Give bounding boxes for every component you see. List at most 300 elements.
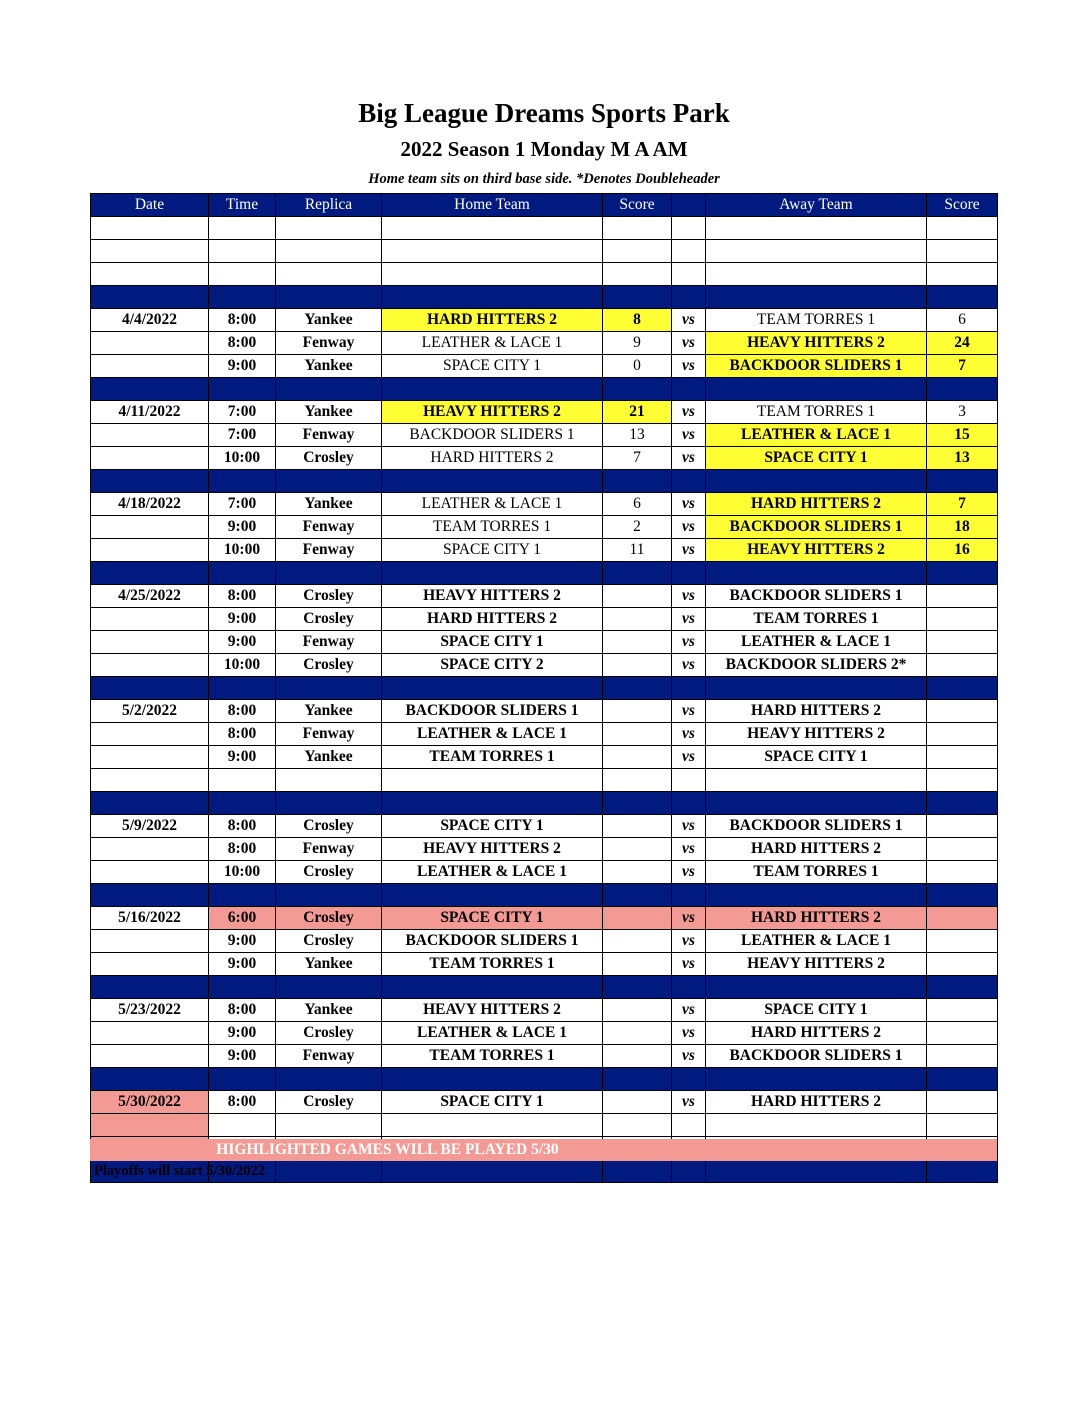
- cell-away-score: 7: [927, 355, 998, 378]
- cell-replica: Yankee: [276, 401, 382, 424]
- cell-away-score: [927, 861, 998, 884]
- cell-time: 9:00: [209, 355, 276, 378]
- highlight-banner-text: HIGHLIGHTED GAMES WILL BE PLAYED 5/30: [216, 1141, 559, 1158]
- cell-time: 9:00: [209, 516, 276, 539]
- separator-cell: [209, 792, 276, 815]
- separator-cell: [927, 976, 998, 999]
- page-title: Big League Dreams Sports Park: [358, 98, 730, 128]
- game-row: [91, 746, 998, 769]
- separator-cell: [672, 976, 706, 999]
- cell-date: 4/18/2022: [91, 493, 209, 516]
- cell-vs: vs: [672, 861, 706, 884]
- cell-vs: vs: [672, 424, 706, 447]
- separator-cell: [603, 1160, 672, 1183]
- cell-away-score: [927, 723, 998, 746]
- cell-vs: [672, 1114, 706, 1137]
- cell-home-score: [603, 585, 672, 608]
- cell-home-score: 21: [603, 401, 672, 424]
- cell-away-team: HARD HITTERS 2: [706, 838, 927, 861]
- cell-home-team: LEATHER & LACE 1: [382, 723, 603, 746]
- cell-home-score: [603, 746, 672, 769]
- cell-time: 7:00: [209, 493, 276, 516]
- cell-time: 8:00: [209, 309, 276, 332]
- col-date-header: Date: [91, 194, 209, 217]
- cell-replica: Crosley: [276, 861, 382, 884]
- cell-home-team: SPACE CITY 2: [382, 654, 603, 677]
- cell-away-score: [927, 1091, 998, 1114]
- separator-cell: [706, 562, 927, 585]
- cell-time: 9:00: [209, 631, 276, 654]
- cell-away-score: [927, 930, 998, 953]
- cell-date: 4/11/2022: [91, 401, 209, 424]
- cell-replica: Crosley: [276, 1091, 382, 1114]
- cell-replica: Crosley: [276, 447, 382, 470]
- cell-replica: Crosley: [276, 1022, 382, 1045]
- cell-date: [91, 447, 209, 470]
- cell-home-score: 13: [603, 424, 672, 447]
- separator-cell: [91, 677, 209, 700]
- cell-replica: Yankee: [276, 309, 382, 332]
- cell-home-score: [603, 769, 672, 792]
- separator-cell: [706, 378, 927, 401]
- game-row: [91, 493, 998, 516]
- cell-away-score: [927, 654, 998, 677]
- cell-time: 9:00: [209, 608, 276, 631]
- cell-away-score: [927, 217, 998, 240]
- cell-replica: Crosley: [276, 654, 382, 677]
- cell-home-score: [603, 838, 672, 861]
- blank-row: [91, 217, 998, 240]
- cell-away-team: SPACE CITY 1: [706, 999, 927, 1022]
- cell-away-team: LEATHER & LACE 1: [706, 930, 927, 953]
- cell-away-score: [927, 907, 998, 930]
- cell-date: [91, 608, 209, 631]
- cell-away-score: 24: [927, 332, 998, 355]
- cell-replica: Fenway: [276, 332, 382, 355]
- cell-replica: Yankee: [276, 700, 382, 723]
- separator-cell: [927, 562, 998, 585]
- separator-cell: [603, 562, 672, 585]
- schedule-body: [91, 217, 998, 1183]
- separator-cell: [603, 677, 672, 700]
- cell-home-score: 6: [603, 493, 672, 516]
- cell-home-score: [603, 1114, 672, 1137]
- separator-cell: [672, 792, 706, 815]
- cell-replica: Fenway: [276, 723, 382, 746]
- separator-cell: [91, 792, 209, 815]
- cell-home-score: [603, 1045, 672, 1068]
- game-row: [91, 861, 998, 884]
- schedule-header-row: [91, 194, 998, 217]
- separator-cell: [672, 378, 706, 401]
- cell-away-score: [927, 1114, 998, 1137]
- cell-home-score: [603, 700, 672, 723]
- cell-home-team: LEATHER & LACE 1: [382, 332, 603, 355]
- cell-home-team: [382, 769, 603, 792]
- cell-vs: vs: [672, 585, 706, 608]
- col-replica-header: Replica: [276, 194, 382, 217]
- blank-row: [91, 1114, 998, 1137]
- cell-replica: [276, 1114, 382, 1137]
- cell-vs: vs: [672, 1045, 706, 1068]
- cell-away-team: LEATHER & LACE 1: [706, 424, 927, 447]
- cell-vs: vs: [672, 608, 706, 631]
- separator-cell: [927, 286, 998, 309]
- cell-home-score: [603, 1091, 672, 1114]
- separator-cell: [276, 286, 382, 309]
- game-row: [91, 1022, 998, 1045]
- separator-cell: [672, 286, 706, 309]
- cell-home-score: [603, 907, 672, 930]
- separator-cell: [672, 562, 706, 585]
- cell-away-team: HEAVY HITTERS 2: [706, 332, 927, 355]
- cell-time: 10:00: [209, 539, 276, 562]
- cell-home-team: LEATHER & LACE 1: [382, 1022, 603, 1045]
- week-separator-row: [91, 378, 998, 401]
- separator-cell: [382, 792, 603, 815]
- cell-vs: [672, 769, 706, 792]
- week-separator-row: [91, 562, 998, 585]
- separator-cell: [382, 562, 603, 585]
- cell-away-team: BACKDOOR SLIDERS 1: [706, 585, 927, 608]
- cell-away-team: [706, 263, 927, 286]
- separator-cell: [672, 1068, 706, 1091]
- game-row: [91, 723, 998, 746]
- cell-time: 9:00: [209, 930, 276, 953]
- cell-vs: vs: [672, 700, 706, 723]
- separator-cell: [276, 562, 382, 585]
- separator-cell: [382, 677, 603, 700]
- cell-time: 8:00: [209, 700, 276, 723]
- cell-time: [209, 217, 276, 240]
- cell-away-team: HARD HITTERS 2: [706, 1091, 927, 1114]
- cell-date: 5/23/2022: [91, 999, 209, 1022]
- cell-replica: Yankee: [276, 493, 382, 516]
- cell-home-team: BACKDOOR SLIDERS 1: [382, 930, 603, 953]
- separator-cell: [603, 976, 672, 999]
- cell-home-score: 8: [603, 309, 672, 332]
- game-row: [91, 953, 998, 976]
- cell-date: [91, 1022, 209, 1045]
- cell-home-score: [603, 953, 672, 976]
- cell-replica: Fenway: [276, 424, 382, 447]
- cell-vs: vs: [672, 746, 706, 769]
- cell-date: [91, 217, 209, 240]
- cell-away-team: BACKDOOR SLIDERS 1: [706, 1045, 927, 1068]
- week-separator-row: [91, 976, 998, 999]
- cell-away-score: [927, 700, 998, 723]
- cell-time: [209, 263, 276, 286]
- cell-vs: vs: [672, 516, 706, 539]
- separator-cell: [91, 470, 209, 493]
- cell-away-score: [927, 1045, 998, 1068]
- cell-time: 8:00: [209, 838, 276, 861]
- week-separator-row: [91, 884, 998, 907]
- cell-away-team: HARD HITTERS 2: [706, 700, 927, 723]
- col-vs-header: [672, 194, 706, 217]
- game-row: [91, 539, 998, 562]
- game-row: [91, 608, 998, 631]
- cell-home-team: HEAVY HITTERS 2: [382, 838, 603, 861]
- cell-home-team: SPACE CITY 1: [382, 539, 603, 562]
- cell-home-score: 0: [603, 355, 672, 378]
- separator-cell: [209, 378, 276, 401]
- cell-date: [91, 240, 209, 263]
- cell-away-team: HEAVY HITTERS 2: [706, 539, 927, 562]
- cell-away-team: [706, 1114, 927, 1137]
- cell-vs: vs: [672, 401, 706, 424]
- separator-cell: [382, 884, 603, 907]
- separator-cell: [706, 1068, 927, 1091]
- separator-cell: [927, 677, 998, 700]
- cell-away-score: [927, 1022, 998, 1045]
- separator-cell: [672, 470, 706, 493]
- cell-time: 10:00: [209, 654, 276, 677]
- separator-cell: [209, 1068, 276, 1091]
- cell-time: 8:00: [209, 332, 276, 355]
- cell-date: [91, 516, 209, 539]
- cell-away-score: [927, 263, 998, 286]
- cell-home-team: HEAVY HITTERS 2: [382, 999, 603, 1022]
- game-row: [91, 907, 998, 930]
- cell-vs: vs: [672, 654, 706, 677]
- cell-replica: Yankee: [276, 999, 382, 1022]
- cell-home-score: [603, 631, 672, 654]
- cell-away-score: [927, 608, 998, 631]
- cell-home-team: LEATHER & LACE 1: [382, 861, 603, 884]
- cell-away-team: SPACE CITY 1: [706, 447, 927, 470]
- cell-time: 8:00: [209, 585, 276, 608]
- cell-time: 9:00: [209, 1045, 276, 1068]
- game-row: [91, 355, 998, 378]
- cell-date: 5/30/2022: [91, 1091, 209, 1114]
- separator-cell: [209, 677, 276, 700]
- cell-home-team: [382, 1114, 603, 1137]
- cell-time: 9:00: [209, 1022, 276, 1045]
- separator-cell: [603, 286, 672, 309]
- cell-home-team: [382, 240, 603, 263]
- cell-home-score: [603, 930, 672, 953]
- separator-cell: [382, 1068, 603, 1091]
- separator-cell: [91, 976, 209, 999]
- game-row: [91, 1045, 998, 1068]
- cell-replica: [276, 263, 382, 286]
- separator-cell: [603, 470, 672, 493]
- cell-vs: vs: [672, 493, 706, 516]
- cell-away-team: HARD HITTERS 2: [706, 493, 927, 516]
- separator-cell: [927, 1160, 998, 1183]
- cell-date: [91, 654, 209, 677]
- cell-home-team: HEAVY HITTERS 2: [382, 401, 603, 424]
- cell-home-team: TEAM TORRES 1: [382, 1045, 603, 1068]
- cell-time: 8:00: [209, 815, 276, 838]
- separator-cell: [382, 1160, 603, 1183]
- cell-home-score: [603, 999, 672, 1022]
- playoffs-note: Playoffs will start 5/30/2022: [94, 1163, 266, 1179]
- separator-cell: [706, 1160, 927, 1183]
- cell-home-team: TEAM TORRES 1: [382, 746, 603, 769]
- cell-home-team: TEAM TORRES 1: [382, 953, 603, 976]
- cell-vs: vs: [672, 447, 706, 470]
- separator-cell: [672, 677, 706, 700]
- cell-vs: vs: [672, 907, 706, 930]
- separator-cell: [276, 677, 382, 700]
- separator-cell: [91, 1068, 209, 1091]
- cell-away-score: [927, 746, 998, 769]
- cell-date: [91, 355, 209, 378]
- cell-time: [209, 769, 276, 792]
- cell-date: [91, 723, 209, 746]
- cell-vs: vs: [672, 539, 706, 562]
- separator-cell: [382, 976, 603, 999]
- cell-away-score: 7: [927, 493, 998, 516]
- cell-away-score: [927, 240, 998, 263]
- cell-home-score: [603, 608, 672, 631]
- blank-row: [91, 240, 998, 263]
- col-away-team-header: Away Team: [706, 194, 927, 217]
- cell-away-score: 6: [927, 309, 998, 332]
- cell-vs: vs: [672, 631, 706, 654]
- separator-cell: [603, 792, 672, 815]
- cell-home-team: SPACE CITY 1: [382, 815, 603, 838]
- cell-away-team: TEAM TORRES 1: [706, 608, 927, 631]
- separator-cell: [209, 562, 276, 585]
- cell-away-team: TEAM TORRES 1: [706, 309, 927, 332]
- cell-vs: vs: [672, 355, 706, 378]
- col-home-team-header: Home Team: [382, 194, 603, 217]
- cell-away-score: [927, 953, 998, 976]
- cell-replica: [276, 217, 382, 240]
- week-separator-row: [91, 792, 998, 815]
- cell-home-team: SPACE CITY 1: [382, 631, 603, 654]
- separator-cell: [209, 286, 276, 309]
- cell-away-score: [927, 815, 998, 838]
- separator-cell: [276, 792, 382, 815]
- cell-time: [209, 240, 276, 263]
- cell-date: 5/2/2022: [91, 700, 209, 723]
- cell-home-score: [603, 1022, 672, 1045]
- cell-home-team: HEAVY HITTERS 2: [382, 585, 603, 608]
- cell-home-score: [603, 815, 672, 838]
- cell-home-score: 9: [603, 332, 672, 355]
- cell-home-team: TEAM TORRES 1: [382, 516, 603, 539]
- separator-cell: [276, 884, 382, 907]
- cell-home-team: BACKDOOR SLIDERS 1: [382, 424, 603, 447]
- cell-away-team: [706, 217, 927, 240]
- cell-time: 10:00: [209, 861, 276, 884]
- cell-vs: vs: [672, 723, 706, 746]
- cell-away-score: [927, 769, 998, 792]
- week-separator-row: [91, 286, 998, 309]
- cell-replica: Fenway: [276, 516, 382, 539]
- cell-vs: [672, 217, 706, 240]
- cell-date: [91, 332, 209, 355]
- game-row: [91, 585, 998, 608]
- cell-home-team: BACKDOOR SLIDERS 1: [382, 700, 603, 723]
- cell-vs: vs: [672, 815, 706, 838]
- game-row: [91, 332, 998, 355]
- separator-cell: [91, 562, 209, 585]
- game-row: [91, 631, 998, 654]
- cell-away-score: [927, 631, 998, 654]
- cell-time: 8:00: [209, 999, 276, 1022]
- cell-time: 6:00: [209, 907, 276, 930]
- cell-vs: vs: [672, 999, 706, 1022]
- col-home-score-header: Score: [603, 194, 672, 217]
- cell-away-team: HEAVY HITTERS 2: [706, 953, 927, 976]
- cell-replica: Crosley: [276, 815, 382, 838]
- cell-date: 4/25/2022: [91, 585, 209, 608]
- cell-vs: vs: [672, 332, 706, 355]
- cell-time: 7:00: [209, 401, 276, 424]
- cell-time: 8:00: [209, 723, 276, 746]
- separator-cell: [706, 792, 927, 815]
- separator-cell: [276, 976, 382, 999]
- cell-home-score: 2: [603, 516, 672, 539]
- cell-date: [91, 424, 209, 447]
- cell-away-team: HARD HITTERS 2: [706, 907, 927, 930]
- separator-cell: [209, 884, 276, 907]
- separator-cell: [276, 1160, 382, 1183]
- cell-away-score: 18: [927, 516, 998, 539]
- cell-replica: Crosley: [276, 930, 382, 953]
- week-separator-row: [91, 1068, 998, 1091]
- col-time-header: Time: [209, 194, 276, 217]
- separator-cell: [927, 884, 998, 907]
- cell-away-team: BACKDOOR SLIDERS 1: [706, 815, 927, 838]
- game-row: [91, 838, 998, 861]
- cell-replica: Yankee: [276, 953, 382, 976]
- game-row: [91, 309, 998, 332]
- cell-away-score: [927, 999, 998, 1022]
- cell-replica: Crosley: [276, 585, 382, 608]
- cell-home-score: [603, 263, 672, 286]
- cell-replica: Fenway: [276, 631, 382, 654]
- cell-home-team: HARD HITTERS 2: [382, 447, 603, 470]
- separator-cell: [91, 884, 209, 907]
- cell-home-score: 7: [603, 447, 672, 470]
- cell-away-score: [927, 838, 998, 861]
- cell-home-score: [603, 217, 672, 240]
- cell-home-team: HARD HITTERS 2: [382, 309, 603, 332]
- cell-home-team: HARD HITTERS 2: [382, 608, 603, 631]
- cell-away-team: HEAVY HITTERS 2: [706, 723, 927, 746]
- cell-away-score: 16: [927, 539, 998, 562]
- cell-away-team: LEATHER & LACE 1: [706, 631, 927, 654]
- separator-cell: [706, 470, 927, 493]
- game-row: [91, 700, 998, 723]
- cell-date: [91, 1114, 209, 1137]
- cell-time: 9:00: [209, 746, 276, 769]
- cell-vs: vs: [672, 953, 706, 976]
- cell-replica: [276, 240, 382, 263]
- cell-home-team: [382, 263, 603, 286]
- cell-replica: Fenway: [276, 539, 382, 562]
- cell-replica: Fenway: [276, 838, 382, 861]
- cell-home-team: SPACE CITY 1: [382, 355, 603, 378]
- cell-date: 5/9/2022: [91, 815, 209, 838]
- cell-home-team: SPACE CITY 1: [382, 1091, 603, 1114]
- game-row: [91, 401, 998, 424]
- cell-replica: Fenway: [276, 1045, 382, 1068]
- week-separator-row: [91, 677, 998, 700]
- separator-cell: [706, 884, 927, 907]
- cell-vs: vs: [672, 309, 706, 332]
- cell-away-team: SPACE CITY 1: [706, 746, 927, 769]
- col-away-score-header: Score: [927, 194, 998, 217]
- cell-time: 8:00: [209, 1091, 276, 1114]
- blank-row: [91, 263, 998, 286]
